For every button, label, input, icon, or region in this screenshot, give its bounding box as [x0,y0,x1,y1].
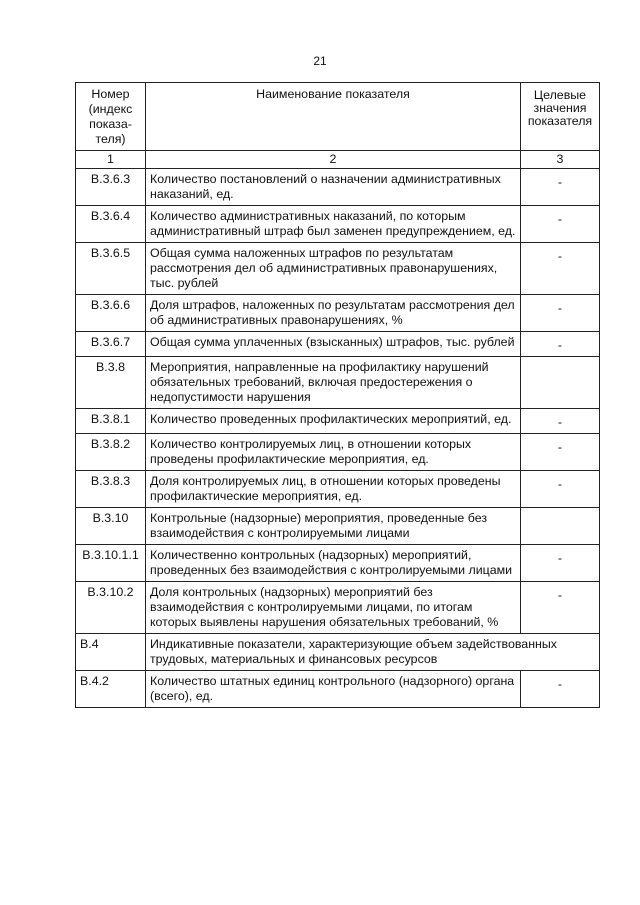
row-name: Мероприятия, направленные на профилактику нарушений обязательных требований, включая предостережения о недопустимости нарушения [146,357,521,409]
table-row [76,357,600,409]
column-number: 1 [76,151,146,169]
table-row [76,508,600,545]
table-row [76,332,600,357]
row-name: Общая сумма уплаченных (взысканных) штрафов, тыс. рублей [146,332,521,357]
row-name: Контрольные (надзорные) мероприятия, проведенные без взаимодействия с контролируемыми лицами [146,508,521,545]
row-index: В.4 [76,634,146,671]
header-name: Наименование показателя [146,83,521,151]
column-number: 3 [521,151,600,169]
row-name: Количество контролируемых лиц, в отношении которых проведены профилактические мероприятия, ед. [146,434,521,471]
row-value: - [521,545,600,582]
column-numbers-row [76,151,600,169]
row-index: В.3.10 [76,508,146,545]
row-value: - [521,295,600,332]
row-name: Доля контролируемых лиц, в отношении которых проведены профилактические мероприятия, ед. [146,471,521,508]
table-row [76,545,600,582]
row-index: В.3.8.1 [76,409,146,434]
header-index: Номер (индекс показа-теля) [76,83,146,151]
column-number: 2 [146,151,521,169]
row-value [521,508,600,545]
row-value: - [521,582,600,634]
row-index: В.3.8.2 [76,434,146,471]
row-name: Количественно контрольных (надзорных) мероприятий, проведенных без взаимодействия с контролируемыми лицами [146,545,521,582]
table-row [76,434,600,471]
row-name: Доля штрафов, наложенных по результатам рассмотрения дел об административных правонарушениях, % [146,295,521,332]
row-index: В.3.6.3 [76,169,146,206]
row-index: В.3.6.6 [76,295,146,332]
table-row [76,634,600,671]
table-row [76,409,600,434]
table-row [76,169,600,206]
row-value: - [521,409,600,434]
header-value: Целевые значения показателя [521,83,600,151]
row-value: - [521,471,600,508]
table-row [76,471,600,508]
row-index: В.3.6.4 [76,206,146,243]
row-value: - [521,332,600,357]
table-row [76,243,600,295]
page-number: 21 [313,54,327,68]
row-value: - [521,434,600,471]
row-value: - [521,206,600,243]
table-row [76,671,600,708]
row-index: В.3.10.2 [76,582,146,634]
row-value [521,357,600,409]
indicators-table [75,82,600,708]
table-header-row [76,83,600,151]
row-name: Индикативные показатели, характеризующие объем задействованных трудовых, материальных и финансовых ресурсов [146,634,600,671]
table-row [76,582,600,634]
row-index: В.3.8 [76,357,146,409]
row-name: Доля контрольных (надзорных) мероприятий без взаимодействия с контролируемыми лицами, по итогам которых выявлены нарушения обязательных требований, % [146,582,521,634]
row-name: Количество постановлений о назначении административных наказаний, ед. [146,169,521,206]
row-index: В.4.2 [76,671,146,708]
row-index: В.3.6.5 [76,243,146,295]
table-row [76,206,600,243]
row-value: - [521,169,600,206]
row-value: - [521,243,600,295]
row-index: В.3.10.1.1 [76,545,146,582]
table-row [76,295,600,332]
row-name: Количество проведенных профилактических мероприятий, ед. [146,409,521,434]
row-index: В.3.6.7 [76,332,146,357]
row-name: Общая сумма наложенных штрафов по результатам рассмотрения дел об административных правонарушениях, тыс. рублей [146,243,521,295]
row-name: Количество административных наказаний, по которым административный штраф был заменен предупреждением, ед. [146,206,521,243]
row-index: В.3.8.3 [76,471,146,508]
row-name: Количество штатных единиц контрольного (надзорного) органа (всего), ед. [146,671,521,708]
row-value: - [521,671,600,708]
